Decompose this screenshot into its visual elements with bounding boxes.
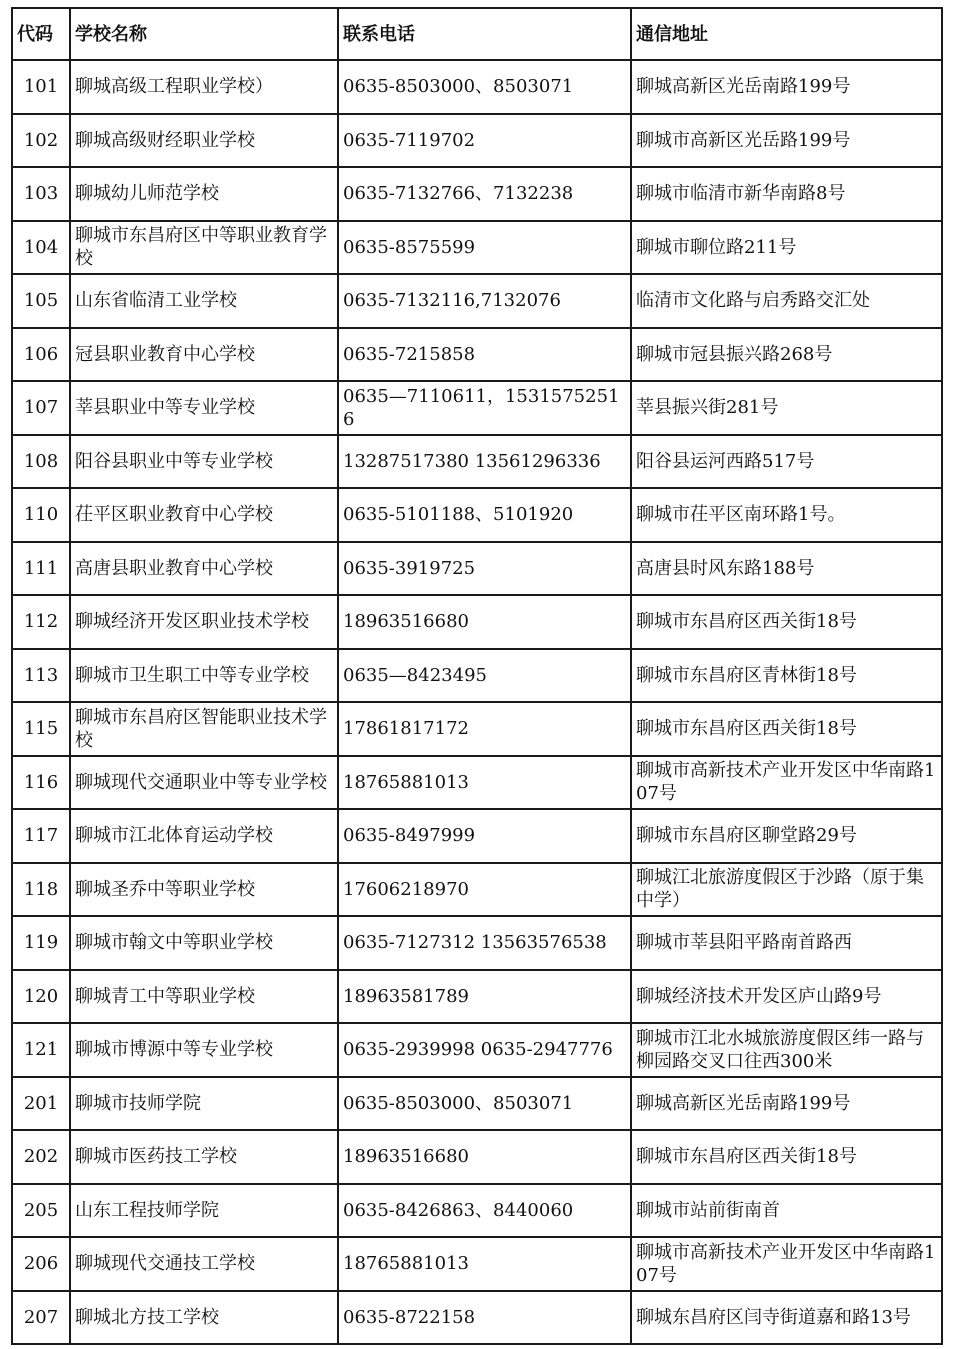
school-code: 121 [12, 1023, 70, 1077]
school-code: 105 [12, 274, 70, 328]
school-address: 聊城市莘县阳平路南首路西 [631, 916, 942, 970]
school-code: 118 [12, 863, 70, 917]
school-name: 聊城北方技工学校 [70, 1291, 338, 1345]
school-address: 聊城高新区光岳南路199号 [631, 60, 942, 114]
school-phone: 0635-8426863、8440060 [338, 1184, 631, 1238]
table-row [12, 114, 942, 168]
school-phone: 18963581789 [338, 970, 631, 1024]
school-code: 108 [12, 435, 70, 489]
school-phone: 0635—8423495 [338, 649, 631, 703]
school-name: 聊城市医药技工学校 [70, 1130, 338, 1184]
school-address: 聊城市高新技术产业开发区中华南路107号 [631, 1237, 942, 1291]
school-address: 聊城市茌平区南环路1号。 [631, 488, 942, 542]
school-address: 聊城市聊位路211号 [631, 221, 942, 275]
school-name: 聊城幼儿师范学校 [70, 167, 338, 221]
school-name: 聊城高级财经职业学校 [70, 114, 338, 168]
school-address: 聊城市站前街南首 [631, 1184, 942, 1238]
school-phone: 0635-7132766、7132238 [338, 167, 631, 221]
school-code: 116 [12, 756, 70, 810]
table-row [12, 1237, 942, 1291]
table-row [12, 435, 942, 489]
header-address: 通信地址 [631, 8, 942, 60]
school-name: 聊城经济开发区职业技术学校 [70, 595, 338, 649]
school-name: 聊城青工中等职业学校 [70, 970, 338, 1024]
table-row [12, 274, 942, 328]
school-code: 115 [12, 702, 70, 756]
school-phone: 0635-2939998 0635-2947776 [338, 1023, 631, 1077]
school-name: 聊城市东昌府区中等职业教育学校 [70, 221, 338, 275]
header-code: 代码 [12, 8, 70, 60]
school-name: 阳谷县职业中等专业学校 [70, 435, 338, 489]
school-name: 茌平区职业教育中心学校 [70, 488, 338, 542]
table-row [12, 916, 942, 970]
school-address: 阳谷县运河西路517号 [631, 435, 942, 489]
school-phone: 0635-7119702 [338, 114, 631, 168]
school-code: 111 [12, 542, 70, 596]
school-address: 临清市文化路与启秀路交汇处 [631, 274, 942, 328]
school-code: 202 [12, 1130, 70, 1184]
school-name: 聊城市江北体育运动学校 [70, 809, 338, 863]
school-code: 110 [12, 488, 70, 542]
school-phone: 17606218970 [338, 863, 631, 917]
school-phone: 0635-8497999 [338, 809, 631, 863]
school-phone: 0635-8503000、8503071 [338, 60, 631, 114]
school-phone: 0635-7132116,7132076 [338, 274, 631, 328]
table-row [12, 381, 942, 435]
school-code: 206 [12, 1237, 70, 1291]
table-row [12, 1291, 942, 1345]
table-row [12, 167, 942, 221]
school-name: 山东省临清工业学校 [70, 274, 338, 328]
school-name: 聊城市东昌府区智能职业技术学校 [70, 702, 338, 756]
table-header-row [12, 8, 942, 60]
school-code: 104 [12, 221, 70, 275]
school-address: 聊城江北旅游度假区于沙路（原于集中学） [631, 863, 942, 917]
school-address: 聊城市东昌府区青林街18号 [631, 649, 942, 703]
school-code: 102 [12, 114, 70, 168]
header-phone: 联系电话 [338, 8, 631, 60]
table-row [12, 702, 942, 756]
school-code: 120 [12, 970, 70, 1024]
school-address: 聊城市冠县振兴路268号 [631, 328, 942, 382]
school-name: 聊城市翰文中等职业学校 [70, 916, 338, 970]
school-phone: 18963516680 [338, 595, 631, 649]
school-address: 聊城经济技术开发区庐山路9号 [631, 970, 942, 1024]
school-name: 聊城圣乔中等职业学校 [70, 863, 338, 917]
table-row [12, 756, 942, 810]
school-address: 聊城市江北水城旅游度假区纬一路与柳园路交叉口往西300米 [631, 1023, 942, 1077]
table-row [12, 809, 942, 863]
table-row [12, 542, 942, 596]
school-phone: 0635-5101188、5101920 [338, 488, 631, 542]
school-code: 201 [12, 1077, 70, 1131]
school-name: 聊城市技师学院 [70, 1077, 338, 1131]
school-address: 聊城市东昌府区西关街18号 [631, 595, 942, 649]
school-phone: 18765881013 [338, 756, 631, 810]
table-row [12, 1023, 942, 1077]
school-phone: 0635-8503000、8503071 [338, 1077, 631, 1131]
school-name: 莘县职业中等专业学校 [70, 381, 338, 435]
school-address: 聊城市东昌府区西关街18号 [631, 702, 942, 756]
school-phone: 0635-7215858 [338, 328, 631, 382]
school-code: 106 [12, 328, 70, 382]
school-code: 101 [12, 60, 70, 114]
school-code: 117 [12, 809, 70, 863]
table-row [12, 60, 942, 114]
school-code: 113 [12, 649, 70, 703]
table-row [12, 1130, 942, 1184]
school-phone: 0635-7127312 13563576538 [338, 916, 631, 970]
school-phone: 0635—7110611，15315752516 [338, 381, 631, 435]
table-row [12, 970, 942, 1024]
table-row [12, 863, 942, 917]
school-code: 103 [12, 167, 70, 221]
header-school-name: 学校名称 [70, 8, 338, 60]
school-address: 聊城市高新区光岳路199号 [631, 114, 942, 168]
school-address: 聊城市临清市新华南路8号 [631, 167, 942, 221]
school-address: 聊城市东昌府区聊堂路29号 [631, 809, 942, 863]
school-name: 冠县职业教育中心学校 [70, 328, 338, 382]
school-address: 聊城市高新技术产业开发区中华南路107号 [631, 756, 942, 810]
school-name: 聊城市博源中等专业学校 [70, 1023, 338, 1077]
school-phone: 0635-3919725 [338, 542, 631, 596]
table-body [12, 60, 942, 1344]
school-address: 高唐县时风东路188号 [631, 542, 942, 596]
table-row [12, 1184, 942, 1238]
school-phone: 13287517380 13561296336 [338, 435, 631, 489]
table-row [12, 328, 942, 382]
school-code: 112 [12, 595, 70, 649]
school-contact-table [11, 7, 943, 1345]
school-phone: 17861817172 [338, 702, 631, 756]
school-code: 205 [12, 1184, 70, 1238]
school-address: 聊城高新区光岳南路199号 [631, 1077, 942, 1131]
school-address: 莘县振兴街281号 [631, 381, 942, 435]
school-name: 山东工程技师学院 [70, 1184, 338, 1238]
table-row [12, 649, 942, 703]
table-row [12, 595, 942, 649]
school-address: 聊城市东昌府区西关街18号 [631, 1130, 942, 1184]
school-name: 聊城高级工程职业学校） [70, 60, 338, 114]
school-phone: 0635-8575599 [338, 221, 631, 275]
school-phone: 18963516680 [338, 1130, 631, 1184]
school-code: 107 [12, 381, 70, 435]
school-name: 聊城市卫生职工中等专业学校 [70, 649, 338, 703]
school-phone: 18765881013 [338, 1237, 631, 1291]
school-address: 聊城东昌府区闫寺街道嘉和路13号 [631, 1291, 942, 1345]
school-code: 119 [12, 916, 70, 970]
school-phone: 0635-8722158 [338, 1291, 631, 1345]
school-name: 聊城现代交通技工学校 [70, 1237, 338, 1291]
table-row [12, 488, 942, 542]
school-code: 207 [12, 1291, 70, 1345]
table-row [12, 1077, 942, 1131]
school-name: 高唐县职业教育中心学校 [70, 542, 338, 596]
school-name: 聊城现代交通职业中等专业学校 [70, 756, 338, 810]
table-row [12, 221, 942, 275]
